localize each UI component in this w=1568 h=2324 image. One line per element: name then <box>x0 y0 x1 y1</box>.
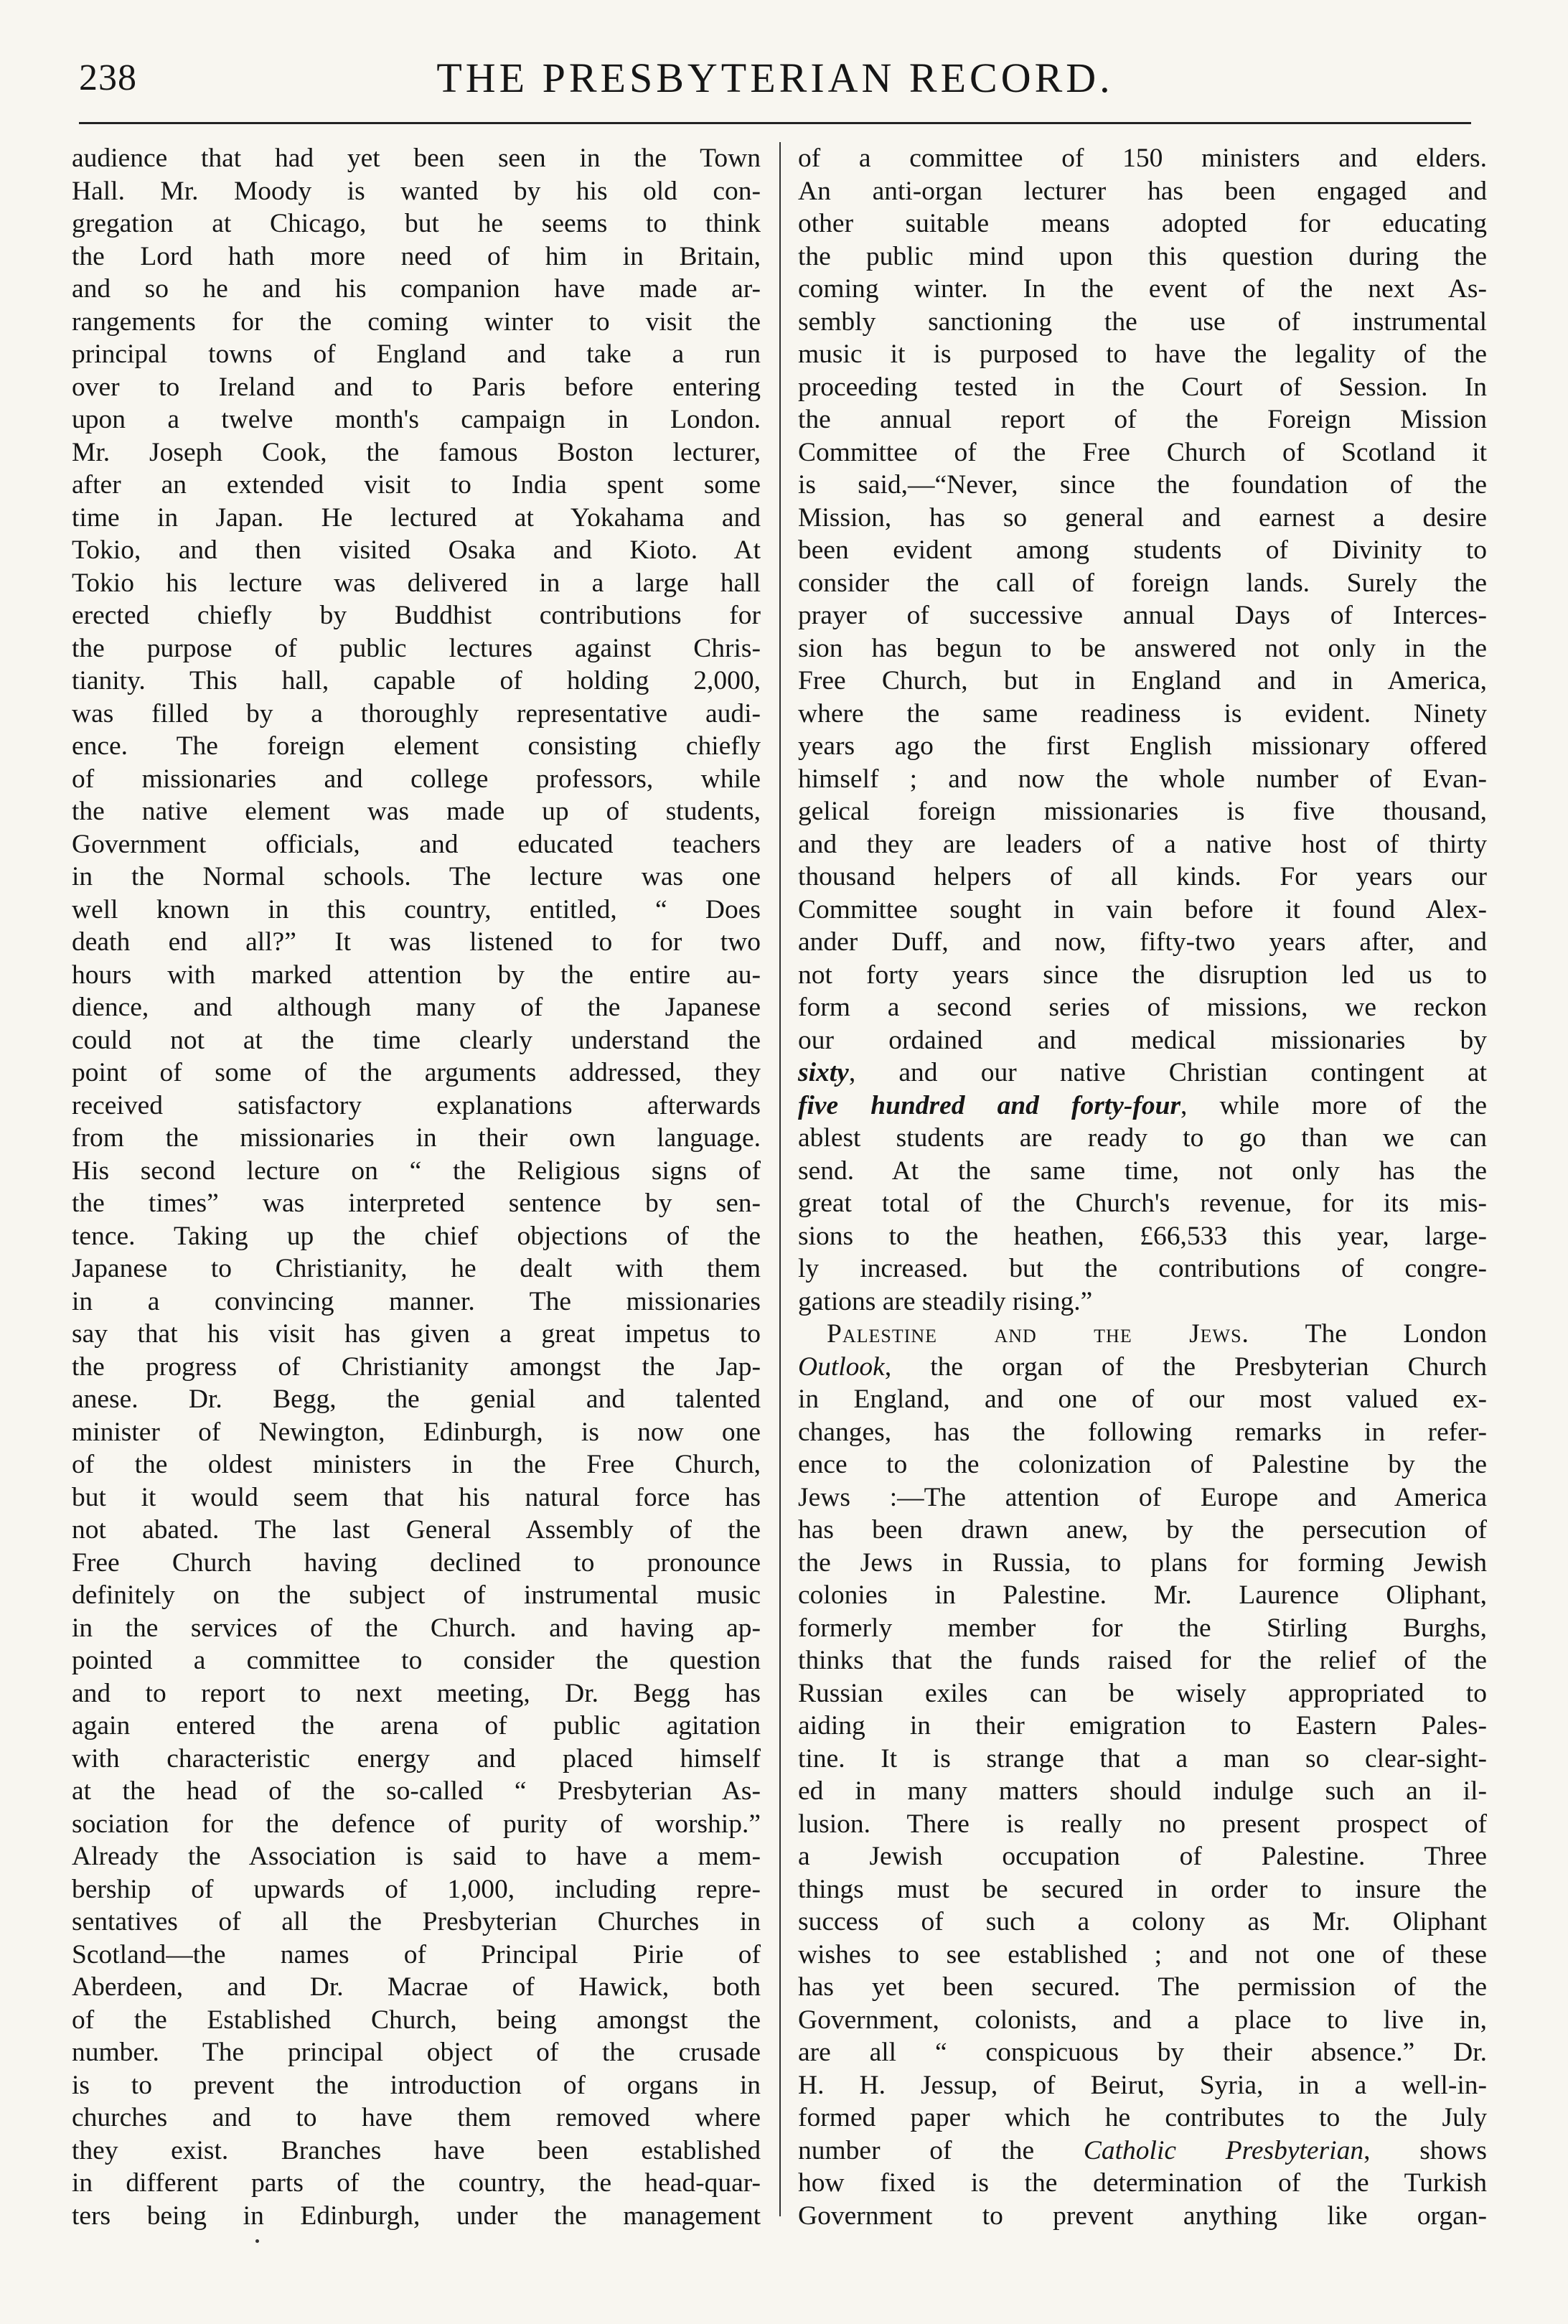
text-line: in the services of the Church. and having ap- <box>72 1613 761 1643</box>
text-line: Russian exiles can be wisely appropriated to <box>798 1678 1487 1708</box>
text-line: not forty years since the disruption led us to <box>798 960 1487 990</box>
text-line: has yet been secured. The permission of the <box>798 1972 1487 2002</box>
text-line: Outlook, the organ of the Presbyterian Church <box>798 1351 1487 1382</box>
text-line: Mission, has so general and earnest a desire <box>798 502 1487 533</box>
text-line: audience that had yet been seen in the Town <box>72 144 761 173</box>
text-line: time in Japan. He lectured at Yokahama and <box>72 502 761 533</box>
text-line: himself ; and now the whole number of Evan- <box>798 764 1487 794</box>
text-line: sentatives of all the Presbyterian Churches in <box>72 1907 761 1936</box>
text-line: in a convincing manner. The missionaries <box>72 1286 761 1316</box>
text-line: tine. It is strange that a man so clear-sight- <box>798 1743 1487 1774</box>
text-line: in different parts of the country, the head-quar- <box>72 2168 761 2198</box>
page-number: 238 <box>79 57 137 98</box>
text-line: lusion. There is really no present prospect of <box>798 1809 1487 1839</box>
section-heading: Palestine and the Jews. <box>827 1319 1249 1349</box>
text-line: and to report to next meeting, Dr. Begg has <box>72 1678 761 1708</box>
text-line: is to prevent the introduction of organs in <box>72 2070 761 2100</box>
text-line: upon a twelve month's campaign in London. <box>72 405 761 434</box>
text-line: Hall. Mr. Moody is wanted by his old con- <box>72 176 761 206</box>
text-line: formerly member for the Stirling Burghs, <box>798 1613 1487 1643</box>
text-line: ence. The foreign element consisting chiefly <box>72 731 761 761</box>
text-line: His second lecture on “ the Religious signs of <box>72 1156 761 1186</box>
text-line: consider the call of foreign lands. Surely the <box>798 568 1487 598</box>
text-line: the native element was made up of students, <box>72 797 761 826</box>
text-line: dience, and although many of the Japanese <box>72 993 761 1022</box>
text-line: Government officials, and educated teachers <box>72 829 761 859</box>
text-line: sociation for the defence of purity of worship.” <box>72 1809 761 1839</box>
text-line: H. H. Jessup, of Beirut, Syria, in a well-in- <box>798 2070 1487 2100</box>
text-line: send. At the same time, not only has the <box>798 1156 1487 1186</box>
text-line: thousand helpers of all kinds. For years our <box>798 862 1487 891</box>
text-line: minister of Newington, Edinburgh, is now one <box>72 1417 761 1447</box>
text-line: say that his visit has given a great impetus to <box>72 1319 761 1349</box>
text-line: the times” was interpreted sentence by sen- <box>72 1189 761 1218</box>
text-line: success of such a colony as Mr. Oliphant <box>798 1907 1487 1936</box>
text-line: Committee of the Free Church of Scotland it <box>798 437 1487 467</box>
text-line: at the head of the so-called “ Presbyterian As- <box>72 1776 761 1806</box>
text-line: of missionaries and college professors, while <box>72 764 761 794</box>
text-line: of the oldest ministers in the Free Church, <box>72 1450 761 1479</box>
text-line: Japanese to Christianity, he dealt with them <box>72 1254 761 1283</box>
text-line: the annual report of the Foreign Mission <box>798 405 1487 434</box>
text-line: a Jewish occupation of Palestine. Three <box>798 1842 1487 1871</box>
text-line: in England, and one of our most valued ex- <box>798 1384 1487 1414</box>
text-line: the public mind upon this question during the <box>798 241 1487 271</box>
text-line: formed paper which he contributes to the July <box>798 2103 1487 2132</box>
text-line: are all “ conspicuous by their absence.” Dr. <box>798 2038 1487 2067</box>
page-header <box>79 46 1471 111</box>
text-line: great total of the Church's revenue, for its mis- <box>798 1189 1487 1218</box>
text-line: and they are leaders of a native host of thirty <box>798 829 1487 859</box>
text-line: Tokio, and then visited Osaka and Kioto. At <box>72 535 761 565</box>
text-line: An anti-organ lecturer has been engaged and <box>798 176 1487 206</box>
text-line: ander Duff, and now, fifty-two years after, and <box>798 927 1487 957</box>
text-line: of a committee of 150 ministers and elders. <box>798 144 1487 173</box>
text-line: received satisfactory explanations afterwards <box>72 1090 761 1120</box>
text-line: Tokio his lecture was delivered in a large hall <box>72 568 761 598</box>
text-line: rangements for the coming winter to visit the <box>72 306 761 337</box>
text-line: over to Ireland and to Paris before entering <box>72 372 761 402</box>
text-line: other suitable means adopted for educating <box>798 209 1487 238</box>
text-line: five hundred and forty-four, while more of the <box>798 1090 1487 1120</box>
text-line: tianity. This hall, capable of holding 2,000, <box>72 666 761 695</box>
text-line: music it is purposed to have the legality of the <box>798 339 1487 369</box>
italic-phrase: five hundred and forty-four <box>798 1090 1181 1120</box>
text-line: Palestine and the Jews. The London <box>827 1319 1487 1349</box>
text-line: colonies in Palestine. Mr. Laurence Oliphant, <box>798 1580 1487 1610</box>
text-line: Free Church, but in England and in America, <box>798 666 1487 695</box>
text-line: anese. Dr. Begg, the genial and talented <box>72 1384 761 1414</box>
text-line: with characteristic energy and placed himself <box>72 1743 761 1774</box>
text-line: the progress of Christianity amongst the Jap- <box>72 1351 761 1382</box>
text-line: prayer of successive annual Days of Interces- <box>798 601 1487 630</box>
text-line: ence to the colonization of Palestine by the <box>798 1450 1487 1479</box>
text-line: could not at the time clearly understand the <box>72 1025 761 1055</box>
text-line: Already the Association is said to have a mem- <box>72 1842 761 1871</box>
text-line: was filled by a thoroughly representative audi- <box>72 698 761 728</box>
text-line: again entered the arena of public agitation <box>72 1711 761 1740</box>
text-line: gregation at Chicago, but he seems to think <box>72 209 761 238</box>
text-line: erected chiefly by Buddhist contributions for <box>72 601 761 630</box>
text-line: been evident among students of Divinity to <box>798 535 1487 565</box>
text-line: the Lord hath more need of him in Britain, <box>72 241 761 271</box>
text-line: coming winter. In the event of the next As- <box>798 274 1487 304</box>
text-line: Mr. Joseph Cook, the famous Boston lecturer, <box>72 437 761 467</box>
text-line: the purpose of public lectures against Chris- <box>72 633 761 663</box>
text-line: but it would seem that his natural force has <box>72 1482 761 1512</box>
text-line: death end all?” It was listened to for two <box>72 927 761 957</box>
text-line: our ordained and medical missionaries by <box>798 1025 1487 1055</box>
text-line: the Jews in Russia, to plans for forming Jewish <box>798 1547 1487 1578</box>
text-line: gelical foreign missionaries is five thousand, <box>798 797 1487 826</box>
left-column <box>72 142 761 2232</box>
text-line: pointed a committee to consider the question <box>72 1646 761 1675</box>
column-divider <box>779 142 781 2216</box>
text-line: where the same readiness is evident. Ninety <box>798 698 1487 728</box>
text-line: gations are steadily rising.” <box>798 1286 1093 1316</box>
text-line: Free Church having declined to pronounce <box>72 1547 761 1578</box>
text-line: has been drawn anew, by the persecution of <box>798 1515 1487 1545</box>
text-line: is said,—“Never, since the foundation of the <box>798 470 1487 500</box>
printer-mark <box>255 2239 259 2243</box>
text-line: form a second series of missions, we reckon <box>798 993 1487 1022</box>
text-line: tence. Taking up the chief objections of the <box>72 1221 761 1251</box>
text-line: Committee sought in vain before it found Alex- <box>798 894 1487 924</box>
header-rule <box>79 122 1471 124</box>
text-line: Aberdeen, and Dr. Macrae of Hawick, both <box>72 1972 761 2002</box>
text-line: number. The principal object of the crusade <box>72 2038 761 2067</box>
text-line: and so he and his companion have made ar- <box>72 274 761 304</box>
text-line: definitely on the subject of instrumental music <box>72 1580 761 1610</box>
text-line: Government to prevent anything like organ- <box>798 2201 1487 2231</box>
text-line: things must be secured in order to insure the <box>798 1874 1487 1904</box>
text-line: bership of upwards of 1,000, including repre- <box>72 1874 761 1904</box>
text-line: aiding in their emigration to Eastern Pales- <box>798 1711 1487 1740</box>
text-line: thinks that the funds raised for the relief of the <box>798 1646 1487 1675</box>
text-line: ed in many matters should indulge such an il- <box>798 1776 1487 1806</box>
italic-phrase: sixty <box>798 1058 849 1087</box>
text-line: sion has begun to be answered not only in the <box>798 633 1487 663</box>
text-line: from the missionaries in their own language. <box>72 1123 761 1153</box>
text-line: hours with marked attention by the entire au- <box>72 960 761 990</box>
text-line: changes, has the following remarks in refer- <box>798 1417 1487 1447</box>
text-line: ters being in Edinburgh, under the management <box>72 2201 761 2231</box>
text-line: churches and to have them removed where <box>72 2103 761 2132</box>
text-line: after an extended visit to India spent some <box>72 470 761 500</box>
text-line: point of some of the arguments addressed, they <box>72 1058 761 1087</box>
text-line: years ago the first English missionary offered <box>798 731 1487 761</box>
text-line: how fixed is the determination of the Turkish <box>798 2168 1487 2198</box>
text-line: they exist. Branches have been established <box>72 2135 761 2165</box>
text-line: ablest students are ready to go than we can <box>798 1123 1487 1153</box>
text-line: ly increased. but the contributions of congre- <box>798 1254 1487 1283</box>
text-line: Jews :—The attention of Europe and America <box>798 1482 1487 1512</box>
text-line: well known in this country, entitled, “ Does <box>72 894 761 924</box>
text-line: sixty, and our native Christian contingent at <box>798 1058 1487 1087</box>
text-line: in the Normal schools. The lecture was one <box>72 862 761 891</box>
italic-phrase: Outlook <box>798 1351 885 1382</box>
running-title: THE PRESBYTERIAN RECORD. <box>436 55 1114 101</box>
text-line: Government, colonists, and a place to live in, <box>798 2005 1487 2035</box>
italic-phrase: Catholic Presbyterian <box>1083 2135 1364 2165</box>
text-line: wishes to see established ; and not one of these <box>798 1939 1487 1969</box>
text-line: Scotland—the names of Principal Pirie of <box>72 1939 761 1969</box>
text-line: number of the Catholic Presbyterian, shows <box>798 2135 1487 2165</box>
text-line: principal towns of England and take a run <box>72 339 761 369</box>
text-line: sions to the heathen, £66,533 this year, large- <box>798 1221 1487 1251</box>
text-line: sembly sanctioning the use of instrumental <box>798 306 1487 337</box>
text-line: not abated. The last General Assembly of the <box>72 1515 761 1545</box>
right-column <box>798 142 1487 2232</box>
text-line: of the Established Church, being amongst the <box>72 2005 761 2035</box>
text-line: proceeding tested in the Court of Session. In <box>798 372 1487 402</box>
